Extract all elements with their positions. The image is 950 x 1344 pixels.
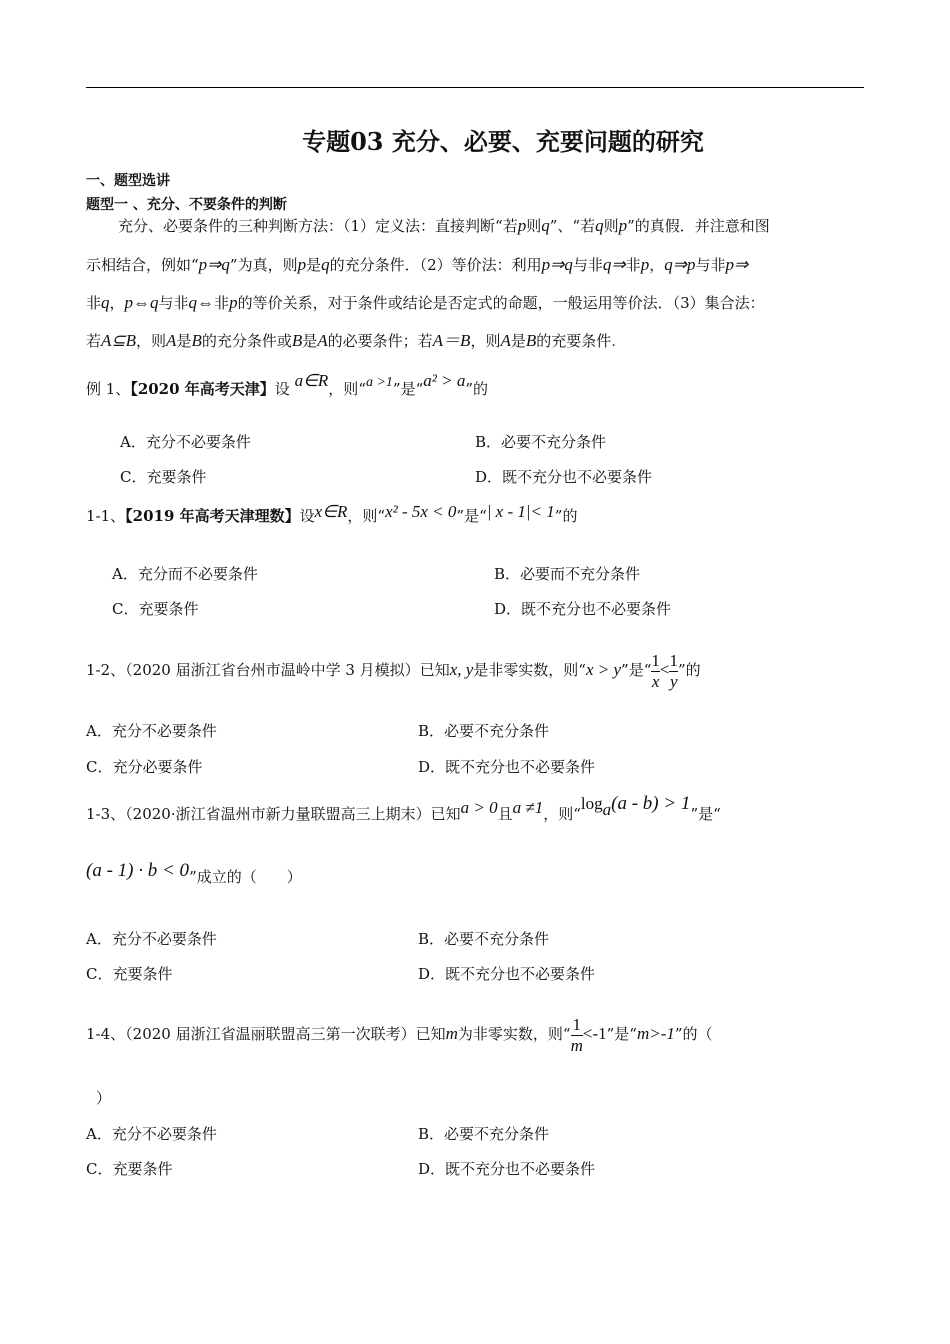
question-3-option-b[interactable]: B．必要不充分条件: [418, 722, 550, 740]
question-3-option-d[interactable]: D．既不充分也不必要条件: [418, 758, 596, 776]
fraction-1-over-m: $\frac{1}{m}$: [570, 1014, 583, 1055]
question-2-stem: 1-1、【2019 年高考天津理数】设x∈R，则“x² - 5x < 0”是“| x - 1|< 1”的: [86, 502, 578, 525]
question-1-option-d[interactable]: D．既不充分也不必要条件: [475, 468, 653, 486]
question-5-stem: 1-4、（2020 届浙江省温丽联盟高三第一次联考）已知m为非零实数，则“ $\frac{1}{m}$ <-1”是“m>-1”的（: [86, 1014, 713, 1055]
question-5-option-c[interactable]: C．充要条件: [86, 1160, 173, 1178]
question-1-option-b[interactable]: B．必要不充分条件: [475, 433, 607, 451]
question-2-option-c[interactable]: C．充要条件: [112, 600, 199, 618]
intro-line-3: 非q，p⇔q与非q⇔非p的等价关系，对于条件或结论是否定式的命题，一般运用等价法．（3）集合法：: [86, 293, 765, 312]
question-5-paren: ）: [96, 1089, 112, 1107]
question-5-option-b[interactable]: B．必要不充分条件: [418, 1125, 550, 1143]
intro-line-1: 充分、必要条件的三种判断方法：（1）定义法：直接判断“若p则q”、“若q则p”的真假．并注意和图: [118, 216, 770, 235]
question-1-stem: 例 1、【2020 年高考天津】设 a∈R，则“a >1”是“a² > a”的: [86, 371, 489, 398]
section-heading: 一、题型选讲: [86, 173, 170, 189]
question-3-stem: 1-2、（2020 届浙江省台州市温岭中学 3 月模拟）已知x, y是非零实数，则“x > y”是“ $\frac{1}{x}$ < $\frac{1}{y}$ ”的: [86, 650, 701, 691]
fraction-1-over-x: $\frac{1}{x}$: [651, 650, 660, 691]
question-4-stem-line-1: 1-3、（2020·浙江省温州市新力量联盟高三上期末）已知a > 0且a ≠1，则“$\log_a(a - b) > 1$”是“: [86, 793, 721, 823]
question-2-option-d[interactable]: D．既不充分也不必要条件: [494, 600, 672, 618]
question-4-stem-line-2: (a - 1) · b < 0”成立的（ ）: [86, 860, 302, 886]
question-3-option-a[interactable]: A．充分不必要条件: [86, 722, 217, 740]
question-5-option-a[interactable]: A．充分不必要条件: [86, 1125, 217, 1143]
question-3-option-c[interactable]: C．充分必要条件: [86, 758, 203, 776]
intro-line-2: 示相结合，例如“p⇒q”为真，则p是q的充分条件．（2）等价法：利用p⇒q与非q⇒非p，q⇒p与非p⇒: [86, 255, 749, 274]
header-rule: [86, 87, 864, 88]
question-4-option-c[interactable]: C．充要条件: [86, 965, 173, 983]
question-1-option-c[interactable]: C．充要条件: [120, 468, 207, 486]
page-title: 专题03 充分、必要、充要问题的研究: [302, 127, 704, 156]
question-2-option-b[interactable]: B．必要而不充分条件: [494, 565, 641, 583]
question-1-option-a[interactable]: A．充分不必要条件: [120, 433, 251, 451]
intro-line-4: 若A⊆B，则A是B的充分条件或B是A的必要条件；若A＝B，则A是B的充要条件.: [86, 331, 617, 350]
question-5-option-d[interactable]: D．既不充分也不必要条件: [418, 1160, 596, 1178]
question-4-option-d[interactable]: D．既不充分也不必要条件: [418, 965, 596, 983]
question-4-option-a[interactable]: A．充分不必要条件: [86, 930, 217, 948]
fraction-1-over-y: $\frac{1}{y}$: [669, 650, 678, 691]
question-4-option-b[interactable]: B．必要不充分条件: [418, 930, 550, 948]
type-heading: 题型一 、充分、不要条件的判断: [86, 197, 287, 213]
question-2-option-a[interactable]: A．充分而不必要条件: [112, 565, 258, 583]
